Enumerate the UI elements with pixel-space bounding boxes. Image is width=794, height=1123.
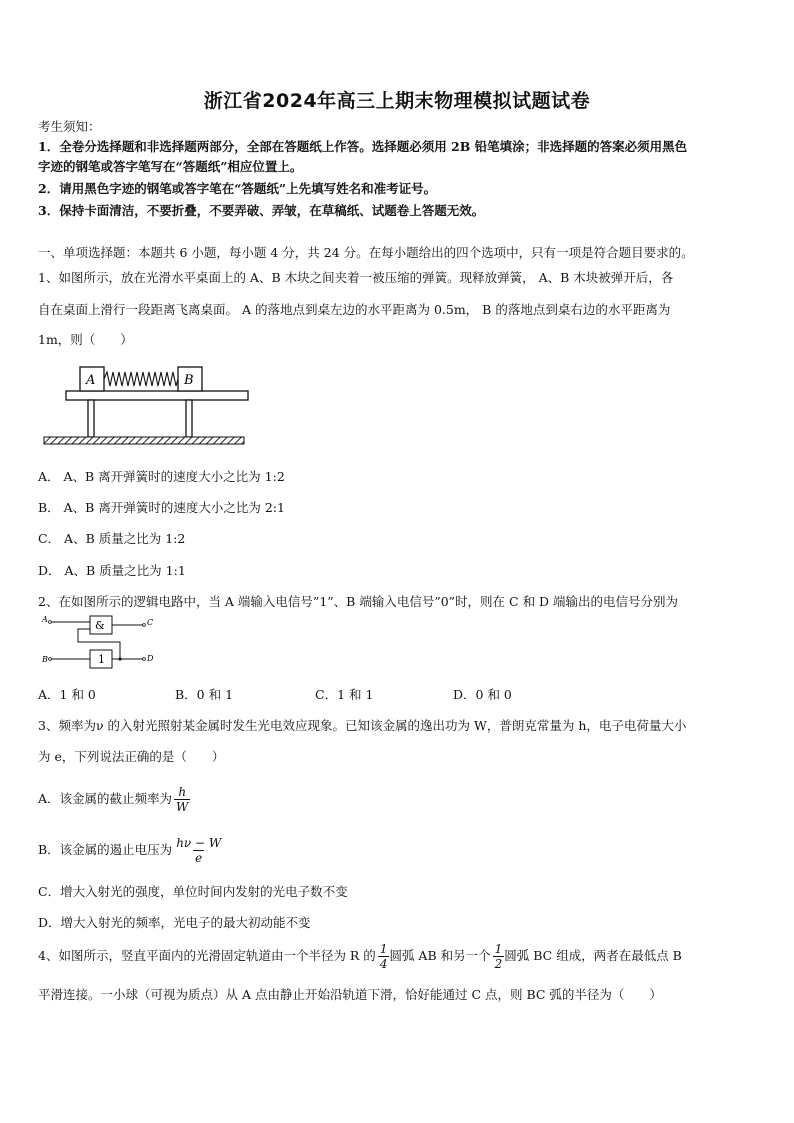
denominator: e: [195, 851, 203, 865]
numerator: hν − W: [176, 836, 222, 850]
table-top: [66, 391, 248, 400]
option-c[interactable]: C． A、B 质量之比为 1:2: [38, 531, 186, 546]
option-a[interactable]: A． A、B 离开弹簧时的速度大小之比为 1:2: [38, 469, 285, 484]
option-d[interactable]: D．增大入射光的频率，光电子的最大初动能不变: [38, 915, 311, 930]
option-label: B．该金属的遏止电压为: [38, 842, 173, 857]
table-leg: [186, 400, 192, 437]
section-heading: 一、单项选择题：本题共 6 小题，每小题 4 分，共 24 分。在每小题给出的四个选项中，只有一项是符合题目要求的。: [38, 245, 694, 260]
notice-line: 字迹的钢笔或答字笔写在“答题纸”相应位置上。: [38, 159, 303, 174]
question-text-part: 圆弧 BC 组成，两者在最低点 B: [504, 948, 682, 963]
and-gate-label: &: [95, 619, 105, 632]
fraction: [493, 942, 505, 971]
option-b[interactable]: [38, 836, 223, 865]
question-text: 平滑连接。一小球（可视为质点）从 A 点由静止开始沿轨道下滑，恰好能通过 C 点，则 BC 弧的半径为（ ）: [38, 987, 662, 1002]
terminal-a-label: A: [42, 615, 48, 624]
notice-line: 1．全卷分选择题和非选择题两部分，全部在答题纸上作答。选择题必须用 2B 铅笔填涂；非选择题的答案必须用黑色: [38, 139, 688, 154]
question-text: 为 e，下列说法正确的是（ ）: [38, 749, 225, 764]
denominator: W: [176, 800, 189, 814]
numerator: 1: [494, 942, 503, 956]
numerator: h: [178, 785, 187, 799]
question-text-part: 4、如图所示，竖直平面内的光滑固定轨道由一个半径为 R 的: [38, 948, 376, 963]
notice-line: 3．保持卡面清洁，不要折叠，不要弄破、弄皱，在草稿纸、试题卷上答题无效。: [38, 203, 485, 218]
fraction: [378, 942, 390, 971]
option-d[interactable]: D． A、B 质量之比为 1:1: [38, 563, 186, 578]
option-c[interactable]: C．增大入射光的强度，单位时间内发射的光电子数不变: [38, 884, 348, 899]
page-title: 浙江省2024年高三上期末物理模拟试题试卷: [203, 90, 591, 112]
question-text: 1m，则（ ）: [38, 332, 133, 347]
fraction: [174, 785, 190, 814]
spring: [104, 372, 178, 386]
fraction: [174, 836, 223, 865]
ground: [44, 437, 244, 444]
denominator: 2: [494, 957, 503, 971]
option-label: A．该金属的截止频率为: [38, 791, 173, 806]
option-b[interactable]: B． A、B 离开弹簧时的速度大小之比为 2:1: [38, 500, 285, 515]
notice-line: 2．请用黑色字迹的钢笔或答字笔在“答题纸”上先填写姓名和准考证号。: [38, 181, 437, 196]
question-text: 3、频率为ν 的入射光照射某金属时发生光电效应现象。已知该金属的逸出功为 W，普朗克常量为 h，电子电荷量大小: [38, 718, 687, 733]
option-a[interactable]: [38, 785, 190, 814]
question-text-part: 圆弧 AB 和另一个: [389, 948, 491, 963]
block-b-label: B: [184, 373, 194, 388]
terminal-c-label: C: [147, 618, 154, 627]
option-b[interactable]: B．0 和 1: [175, 687, 234, 702]
denominator: 4: [379, 957, 388, 971]
terminal-b-label: B: [42, 655, 48, 664]
option-c[interactable]: C．1 和 1: [315, 687, 374, 702]
question-text: 自在桌面上滑行一段距离飞离桌面。 A 的落地点到桌左边的水平距离为 0.5m， B 的落地点到桌右边的水平距离为: [38, 302, 671, 317]
numerator: 1: [379, 942, 388, 956]
terminal-d-label: D: [147, 654, 154, 663]
logic-circuit-diagram: [40, 614, 160, 680]
option-a[interactable]: A．1 和 0: [38, 687, 96, 702]
notice-heading: 考生须知：: [38, 119, 101, 134]
option-d[interactable]: D．0 和 0: [453, 687, 512, 702]
question-text: [38, 942, 682, 971]
block-a-label: A: [86, 373, 96, 388]
spring-table-diagram: [40, 362, 250, 452]
not-gate-label: 1: [98, 653, 105, 666]
question-text: 2、在如图所示的逻辑电路中，当 A 端输入电信号”1”、B 端输入电信号”0”时，则在 C 和 D 端输出的电信号分别为: [38, 594, 679, 609]
table-leg: [88, 400, 94, 437]
question-text: 1、如图所示，放在光滑水平桌面上的 A、B 木块之间夹着一被压缩的弹簧。现释放弹簧， A、B 木块被弹开后，各: [38, 270, 674, 285]
